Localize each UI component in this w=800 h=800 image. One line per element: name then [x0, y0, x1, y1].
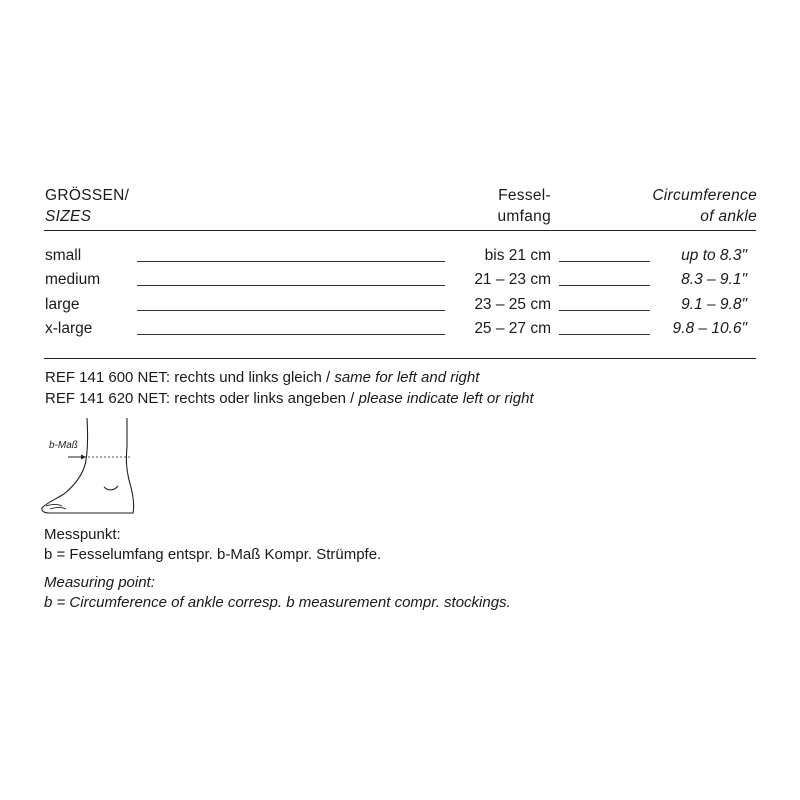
- size-cm: bis 21 cm: [484, 247, 551, 264]
- size-inch: 9.8 – 10.6": [672, 320, 747, 337]
- circumference-header-line1: Circumference: [652, 187, 757, 204]
- fessel-header-line2: umfang: [497, 208, 551, 225]
- measuring-point-title-en: Measuring point:: [44, 574, 155, 591]
- size-cm: 21 – 23 cm: [474, 271, 551, 288]
- foot-outline: [42, 418, 134, 513]
- sizes-header-en: SIZES: [45, 208, 92, 225]
- size-cm: 25 – 27 cm: [474, 320, 551, 337]
- ref-2-de: REF 141 620 NET: rechts oder links angeben /: [45, 390, 359, 407]
- ref-2-en: please indicate left or right: [358, 390, 534, 407]
- header-rule: [44, 230, 756, 231]
- toe-marks: [46, 505, 66, 510]
- leader-line: [559, 334, 650, 335]
- b-measure-label: b-Maß: [49, 440, 78, 451]
- measuring-point-text-de: b = Fesselumfang entspr. b-Maß Kompr. Strümpfe.: [44, 546, 382, 563]
- leader-line: [137, 285, 445, 286]
- ref-1-de: REF 141 600 NET: rechts und links gleich /: [45, 369, 335, 386]
- leader-line: [137, 310, 445, 311]
- size-inch: 9.1 – 9.8": [681, 296, 747, 313]
- size-label: x-large: [45, 320, 93, 337]
- ankle-bone-mark: [104, 486, 118, 490]
- table-bottom-rule: [44, 358, 756, 359]
- ref-1-en: same for left and right: [334, 369, 480, 386]
- size-label: large: [45, 296, 80, 313]
- size-label: small: [45, 247, 82, 264]
- size-label: medium: [45, 271, 101, 288]
- measuring-point-title-de: Messpunkt:: [44, 526, 121, 543]
- foot-measurement-diagram: [38, 418, 138, 518]
- fessel-header-line1: Fessel-: [498, 187, 551, 204]
- size-cm: 23 – 25 cm: [474, 296, 551, 313]
- size-inch: up to 8.3": [681, 247, 747, 264]
- leader-line: [559, 285, 650, 286]
- leader-line: [559, 310, 650, 311]
- arrowhead-icon: [81, 455, 86, 460]
- sizes-header-de: GRÖSSEN/: [45, 187, 130, 204]
- measuring-point-text-en: b = Circumference of ankle corresp. b measurement compr. stockings.: [44, 594, 511, 611]
- leader-line: [559, 261, 650, 262]
- circumference-header-line2: of ankle: [700, 208, 757, 225]
- leader-line: [137, 334, 445, 335]
- ref-line-2: [45, 389, 534, 409]
- leader-line: [137, 261, 445, 262]
- ref-line-1: [45, 368, 479, 388]
- size-inch: 8.3 – 9.1": [681, 271, 747, 288]
